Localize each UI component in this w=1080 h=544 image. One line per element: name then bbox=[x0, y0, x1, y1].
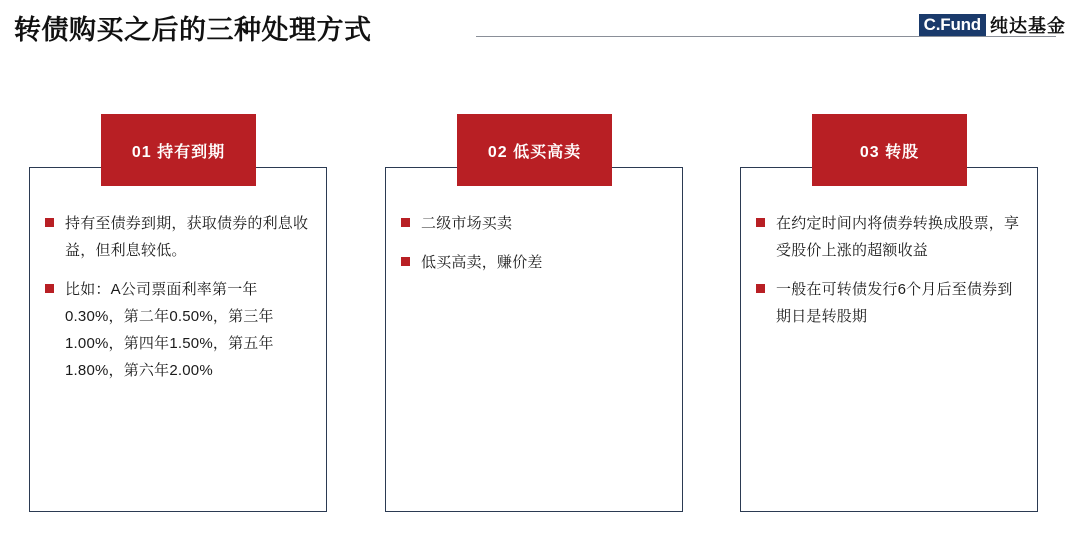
brand-name-cn: 纯达基金 bbox=[990, 16, 1066, 36]
column-03-bullets bbox=[756, 210, 1024, 342]
column-01-bullets bbox=[45, 210, 313, 396]
bullet-square-icon bbox=[45, 284, 54, 293]
column-01 bbox=[29, 114, 329, 514]
list-item-text: 比如：A公司票面利率第一年0.30%，第二年0.50%，第三年1.00%，第四年1.50%，第五年1.80%，第六年2.00% bbox=[65, 281, 274, 379]
page-title: 转债购买之后的三种处理方式 bbox=[14, 15, 372, 45]
list-item bbox=[756, 210, 1024, 264]
list-item-text: 低买高卖，赚价差 bbox=[421, 254, 543, 271]
column-03 bbox=[740, 114, 1040, 514]
list-item bbox=[401, 249, 669, 276]
list-item-text: 二级市场买卖 bbox=[421, 215, 513, 232]
list-item-text: 一般在可转债发行6个月后至债券到期日是转股期 bbox=[776, 281, 1013, 325]
columns-container bbox=[0, 114, 1080, 524]
list-item-text: 持有至债券到期，获取债券的利息收益，但利息较低。 bbox=[65, 215, 309, 259]
column-02-bullets bbox=[401, 210, 669, 288]
column-01-header: 01 持有到期 bbox=[101, 114, 256, 186]
column-02 bbox=[385, 114, 685, 514]
brand-mark-text: C.Fund bbox=[919, 14, 986, 36]
bullet-square-icon bbox=[401, 257, 410, 266]
column-03-header: 03 转股 bbox=[812, 114, 967, 186]
column-02-header: 02 低买高卖 bbox=[457, 114, 612, 186]
list-item bbox=[756, 276, 1024, 330]
bullet-square-icon bbox=[401, 218, 410, 227]
bullet-square-icon bbox=[45, 218, 54, 227]
brand-logo bbox=[919, 12, 1066, 38]
list-item-text: 在约定时间内将债券转换成股票，享受股价上涨的超额收益 bbox=[776, 215, 1020, 259]
list-item bbox=[401, 210, 669, 237]
list-item bbox=[45, 276, 313, 384]
list-item bbox=[45, 210, 313, 264]
bullet-square-icon bbox=[756, 218, 765, 227]
bullet-square-icon bbox=[756, 284, 765, 293]
slide-header bbox=[0, 0, 1080, 60]
